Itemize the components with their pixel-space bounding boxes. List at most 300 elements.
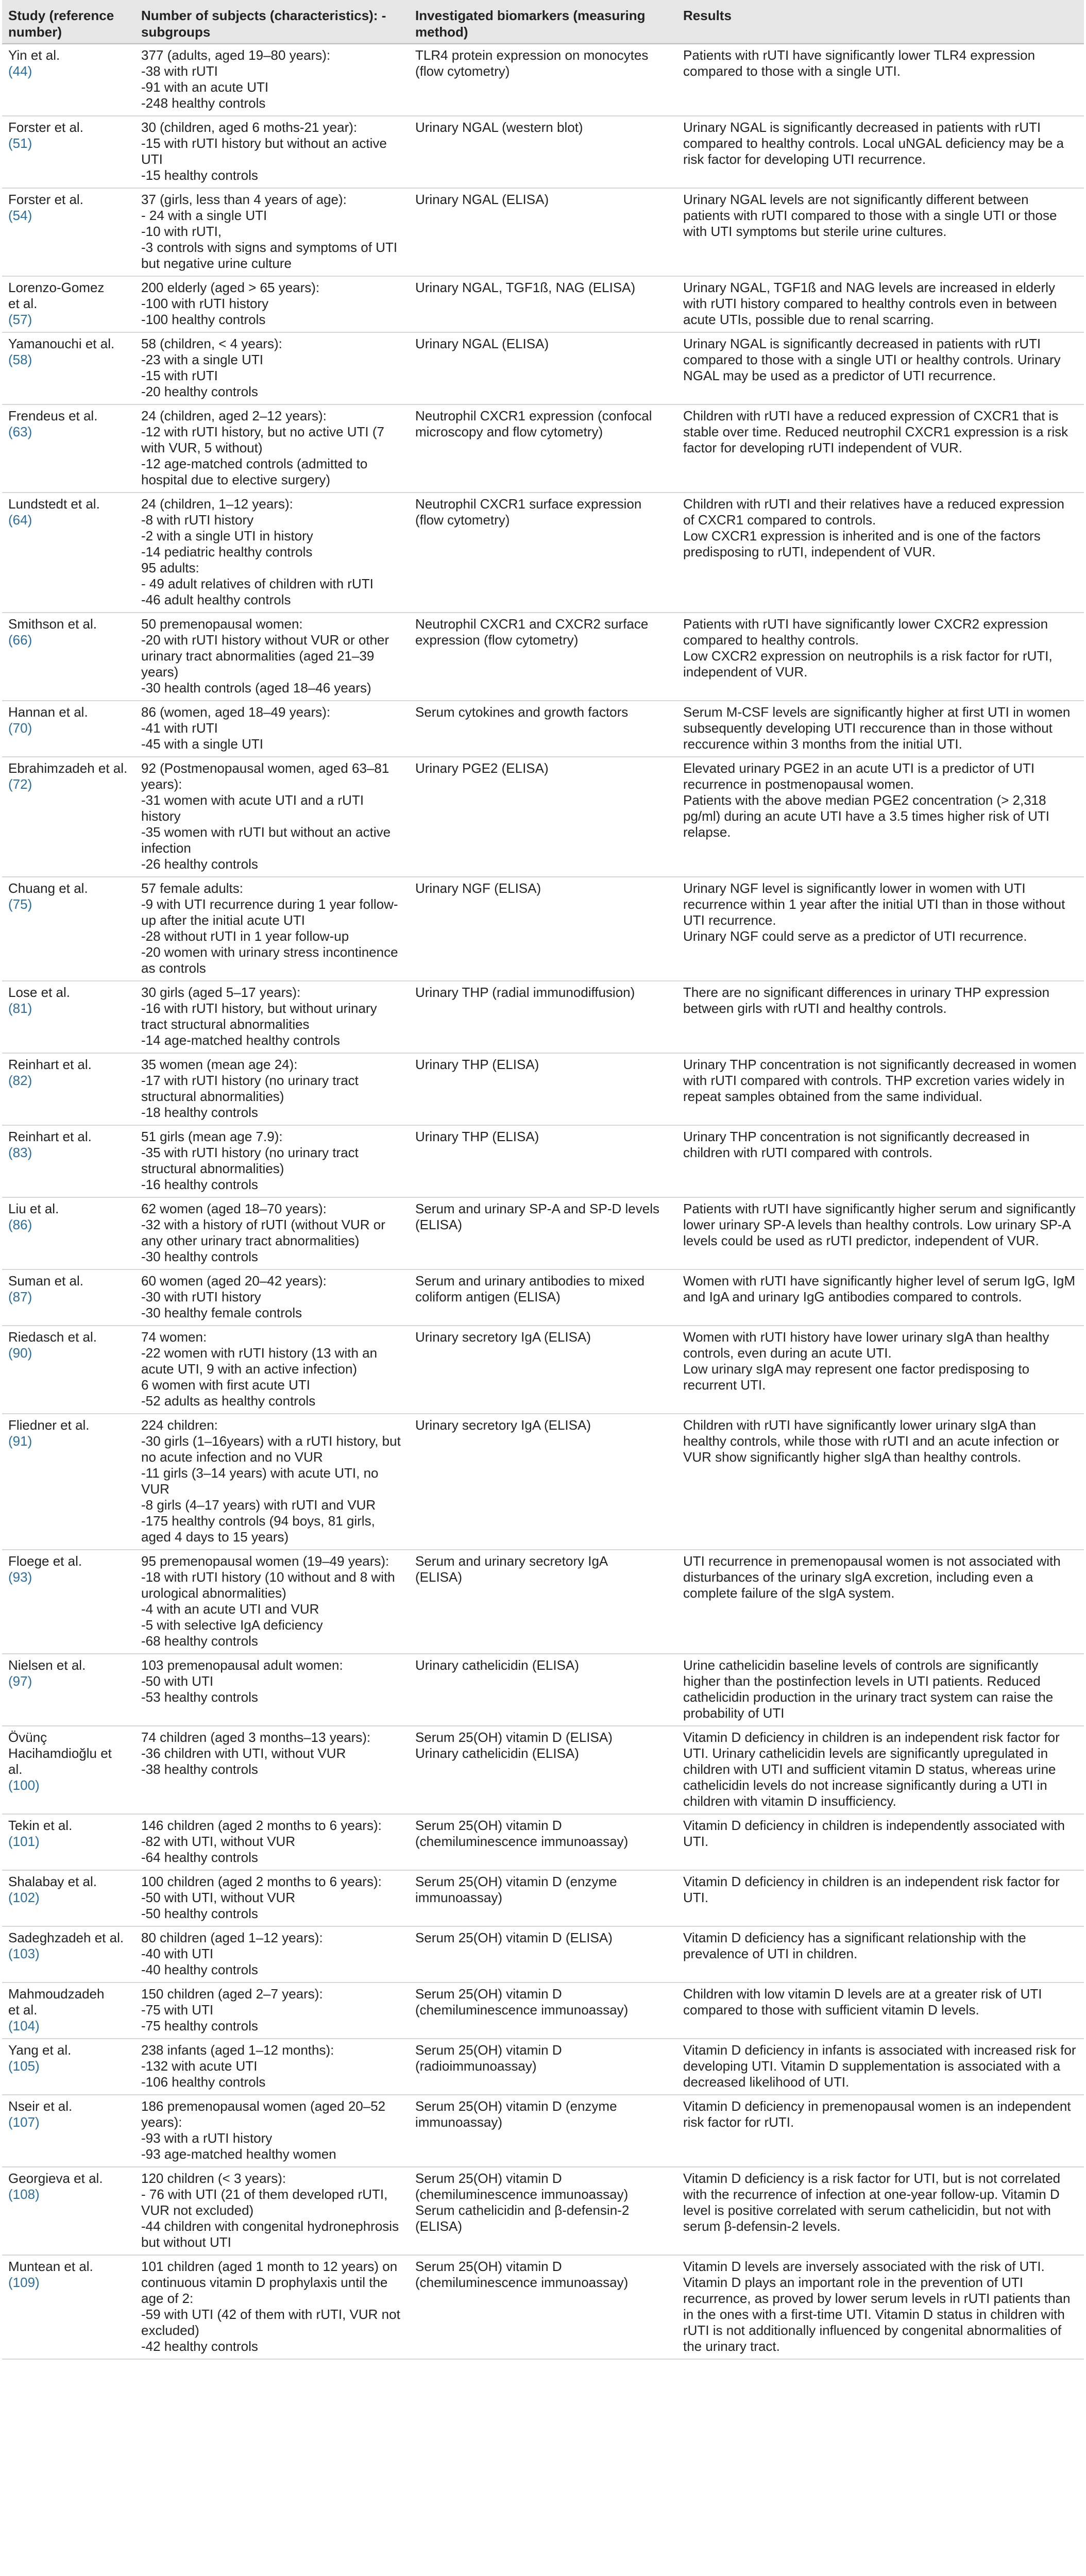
table-row [2,1269,1084,1326]
cell-study [2,116,135,188]
cell-subjects-line: -32 with a history of rUTI (without VUR or any other urinary tract abnormalities) [141,1217,385,1248]
cell-results-line: Children with rUTI and their relatives have a reduced expression of CXCR1 compared to controls. [683,496,1064,528]
cell-study [2,1125,135,1197]
cell-results-line: Vitamin D deficiency in infants is associated with increased risk for developing UTI. Vitamin D supplementation is associated with a decreased likelihood of UTI. [683,2042,1076,2090]
cell-biomarkers [409,1326,677,1414]
cell-subjects [135,1414,409,1550]
cell-subjects-line: 80 children (aged 1–12 years): [141,1930,323,1945]
cell-results [677,613,1084,701]
cell-biomarkers [409,1654,677,1726]
cell-subjects [135,757,409,877]
cell-results [677,493,1084,613]
reference-number-link[interactable]: (70) [8,720,32,736]
cell-subjects [135,44,409,116]
cell-biomarkers-line: Urinary cathelicidin (ELISA) [415,1745,579,1761]
cell-subjects-line: -30 healthy female controls [141,1305,302,1320]
cell-study-line: Suman et al. [8,1273,83,1289]
cell-study-line: Frendeus et al. [8,408,98,423]
cell-results-line: Urinary NGAL, TGF1ß and NAG levels are increased in elderly with rUTI history compared to healthy controls even in between acute UTIs, possible due to renal scarring. [683,280,1057,327]
cell-subjects-line: 377 (adults, aged 19–80 years): [141,47,331,63]
cell-biomarkers [409,2167,677,2255]
cell-subjects-line: -42 healthy controls [141,2338,258,2354]
reference-number-link[interactable]: (51) [8,135,32,151]
cell-results-line: UTI recurrence in premenopausal women is not associated with disturbances of the urinary sIgA excretion, including even a complete failure of the sIgA system. [683,1553,1061,1601]
reference-number-link[interactable]: (104) [8,2018,40,2033]
cell-subjects-line: -16 with rUTI history, but without urinary tract structural abnormalities [141,1001,377,1032]
cell-biomarkers [409,404,677,493]
cell-subjects-line: -20 healthy controls [141,384,258,399]
cell-subjects-line: -68 healthy controls [141,1633,258,1649]
cell-study [2,1053,135,1125]
cell-study [2,2039,135,2095]
cell-subjects-line: -100 with rUTI history [141,296,269,311]
header-study: Study (reference number) [2,0,135,44]
header-row [2,0,1084,44]
cell-subjects-line: -41 with rUTI [141,720,218,736]
cell-results [677,116,1084,188]
cell-subjects-line: -75 with UTI [141,2002,214,2018]
cell-biomarkers-line: Serum 25(OH) vitamin D (chemiluminescence immunoassay) [415,1818,629,1849]
cell-study-line: Mahmoudzadeh [8,1986,105,2002]
reference-number-link[interactable]: (86) [8,1217,32,1232]
cell-study [2,757,135,877]
cell-study [2,2255,135,2359]
reference-number-link[interactable]: (87) [8,1289,32,1304]
cell-biomarkers-line: Urinary THP (ELISA) [415,1129,539,1144]
cell-subjects-line: 103 premenopausal adult women: [141,1657,343,1673]
cell-biomarkers-line: Serum 25(OH) vitamin D (radioimmunoassay) [415,2042,562,2074]
cell-results-line: Vitamin D deficiency in premenopausal women is an independent risk factor for rUTI. [683,2098,1071,2130]
cell-subjects-line: 92 (Postmenopausal women, aged 63–81 years): [141,760,389,792]
cell-subjects-line: -82 with UTI, without VUR [141,1834,296,1849]
cell-subjects-line: -64 healthy controls [141,1850,258,1865]
cell-subjects-line: -8 girls (4–17 years) with rUTI and VUR [141,1497,376,1513]
cell-subjects-line: -91 with an acute UTI [141,79,269,95]
cell-biomarkers-line: Serum cathelicidin and β-defensin-2 (ELISA) [415,2202,630,2234]
cell-biomarkers-line: Urinary THP (radial immunodiffusion) [415,985,635,1000]
cell-subjects-line: -106 healthy controls [141,2074,266,2090]
cell-subjects [135,1814,409,1870]
cell-study-line: Tekin et al. [8,1818,73,1833]
reference-number-link[interactable]: (54) [8,208,32,223]
cell-subjects-line: -20 women with urinary stress incontinence as controls [141,944,398,976]
cell-subjects-line: -38 healthy controls [141,1761,258,1777]
cell-subjects-line: 30 (children, aged 6 moths-21 year): [141,120,358,135]
cell-subjects-line: 60 women (aged 20–42 years): [141,1273,327,1289]
cell-subjects-line: - 24 with a single UTI [141,208,267,223]
table-row [2,981,1084,1053]
table-row [2,1654,1084,1726]
cell-results-line: Elevated urinary PGE2 in an acute UTI is a predictor of UTI recurrence in postmenopausal women. [683,760,1035,792]
cell-subjects [135,2095,409,2167]
cell-study [2,1269,135,1326]
cell-results-line: Urinary NGAL levels are not significantly different between patients with rUTI compared to those with a single UTI or those with UTI symptoms but sterile urine cultures. [683,192,1057,239]
cell-results [677,981,1084,1053]
cell-results [677,1197,1084,1269]
cell-results-line: Vitamin D deficiency in children is an independent risk factor for UTI. [683,1874,1060,1905]
cell-subjects-line: 101 children (aged 1 month to 12 years) on continuous vitamin D prophylaxis until the age of 2: [141,2259,398,2306]
cell-results [677,1053,1084,1125]
cell-subjects-line: 6 women with first acute UTI [141,1377,310,1393]
table-row [2,1926,1084,1982]
cell-results [677,701,1084,757]
reference-number-link[interactable]: (64) [8,512,32,528]
cell-study [2,1926,135,1982]
cell-subjects-line: -30 health controls (aged 18–46 years) [141,680,371,696]
header-subjects: Number of subjects (characteristics): -subgroups [135,0,409,44]
cell-subjects-line: 50 premenopausal women: [141,616,303,632]
reference-number-link[interactable]: (82) [8,1073,32,1088]
cell-results-line: Children with rUTI have significantly lower urinary sIgA than healthy controls, while those with rUTI and an acute infection or VUR show significantly higher sIgA than healthy controls. [683,1417,1059,1465]
table-row [2,2255,1084,2359]
cell-results [677,1982,1084,2039]
cell-biomarkers-line: Neutrophil CXCR1 and CXCR2 surface expression (flow cytometry) [415,616,649,648]
cell-results-line: Women with rUTI have significantly higher level of serum IgG, IgM and IgA and urinary IgG antibodies compared to controls. [683,1273,1076,1304]
cell-subjects-line: -40 with UTI [141,1946,214,1961]
cell-subjects-line: -22 women with rUTI history (13 with an acute UTI, 9 with an active infection) [141,1345,378,1377]
cell-results-line: Vitamin D deficiency in children is an independent risk factor for UTI. Urinary cathelicidin levels are significantly upregulated in children with UTI and sufficient vitamin D status, whereas urine cathelicidin levels do not increase significantly during a UTI in children with vitamin D insufficiency. [683,1730,1060,1809]
cell-subjects-line: -10 with rUTI, [141,224,222,239]
cell-subjects-line: 200 elderly (aged > 65 years): [141,280,320,295]
cell-subjects-line: -18 with rUTI history (10 without and 8 with urological abnormalities) [141,1569,395,1601]
cell-study [2,276,135,332]
cell-biomarkers [409,2095,677,2167]
cell-subjects-line: -12 with rUTI history, but no active UTI (7 with VUR, 5 without) [141,424,384,455]
cell-biomarkers [409,701,677,757]
cell-subjects-line: -35 women with rUTI but without an active infection [141,824,391,856]
cell-biomarkers [409,1982,677,2039]
cell-biomarkers-line: Serum and urinary antibodies to mixed coliform antigen (ELISA) [415,1273,645,1304]
reference-number-link[interactable]: (101) [8,1834,40,1849]
cell-study-line: Lose et al. [8,985,70,1000]
cell-subjects-line: 95 adults: [141,560,199,575]
table-row [2,1726,1084,1814]
cell-study [2,44,135,116]
cell-results-line: Vitamin D deficiency has a significant relationship with the prevalence of UTI in children. [683,1930,1026,1961]
cell-results [677,1326,1084,1414]
cell-subjects-line: -38 with rUTI [141,63,218,79]
cell-biomarkers [409,981,677,1053]
cell-study-line: Övünç [8,1730,47,1745]
table-row [2,757,1084,877]
cell-subjects [135,1654,409,1726]
cell-study [2,404,135,493]
cell-subjects-line: -132 with acute UTI [141,2058,258,2074]
cell-subjects-line: -44 children with congenital hydronephrosis but without UTI [141,2218,399,2250]
cell-biomarkers-line: Urinary NGAL (ELISA) [415,336,549,351]
cell-subjects-line: 120 children (< 3 years): [141,2171,286,2186]
cell-biomarkers-line: Urinary cathelicidin (ELISA) [415,1657,579,1673]
cell-subjects-line: 57 female adults: [141,880,244,896]
cell-subjects-line: 95 premenopausal women (19–49 years): [141,1553,389,1569]
cell-study-line: Sadeghzadeh et al. [8,1930,124,1945]
cell-subjects-line: -175 healthy controls (94 boys, 81 girls, aged 4 days to 15 years) [141,1513,375,1545]
cell-study [2,1326,135,1414]
cell-study [2,613,135,701]
table-row [2,613,1084,701]
cell-biomarkers [409,1053,677,1125]
cell-results [677,2095,1084,2167]
cell-subjects-line: -50 with UTI [141,1673,214,1689]
cell-results [677,1125,1084,1197]
table-row [2,493,1084,613]
cell-biomarkers [409,276,677,332]
cell-study [2,332,135,404]
cell-biomarkers-line: Urinary secretory IgA (ELISA) [415,1417,591,1433]
cell-results-line: Urinary NGAL is significantly decreased in patients with rUTI compared to healthy controls. Local uNGAL deficiency may be a risk factor for developing UTI recurrence. [683,120,1064,167]
cell-study-line: Yin et al. [8,47,60,63]
biomarker-studies-table [2,0,1084,2360]
cell-subjects-line: 150 children (aged 2–7 years): [141,1986,323,2002]
cell-study [2,981,135,1053]
header-results: Results [677,0,1084,44]
cell-study-line: Georgieva et al. [8,2171,103,2186]
cell-biomarkers [409,1726,677,1814]
cell-subjects [135,613,409,701]
cell-subjects-line: - 76 with UTI (21 of them developed rUTI, VUR not excluded) [141,2187,388,2218]
table-row [2,1870,1084,1926]
cell-biomarkers-line: Neutrophil CXCR1 expression (confocal microscopy and flow cytometry) [415,408,652,439]
cell-subjects-line: 74 women: [141,1329,207,1345]
table-body [2,44,1084,2359]
cell-biomarkers [409,1550,677,1654]
cell-subjects-line: -4 with an acute UTI and VUR [141,1601,319,1617]
cell-biomarkers-line: Serum 25(OH) vitamin D (enzyme immunoassay) [415,1874,617,1905]
cell-study [2,1414,135,1550]
cell-subjects-line: -28 without rUTI in 1 year follow-up [141,928,349,944]
cell-subjects-line: -18 healthy controls [141,1105,258,1120]
cell-biomarkers-line: Urinary secretory IgA (ELISA) [415,1329,591,1345]
cell-biomarkers [409,1926,677,1982]
cell-subjects-line: -3 controls with signs and symptoms of UTI but negative urine culture [141,240,398,271]
cell-biomarkers-line: Urinary PGE2 (ELISA) [415,760,549,776]
reference-number-link[interactable]: (93) [8,1569,32,1585]
cell-results-line: Urinary NGAL is significantly decreased in patients with rUTI compared to those with a single UTI or healthy controls. Urinary NGAL may be used as a predictor of UTI recurrence. [683,336,1061,383]
cell-subjects-line: 58 (children, < 4 years): [141,336,282,351]
cell-biomarkers [409,1414,677,1550]
cell-subjects-line: 100 children (aged 2 months to 6 years): [141,1874,382,1889]
reference-number-link[interactable]: (63) [8,424,32,439]
cell-results-line: Patients with rUTI have significantly higher serum and significantly lower urinary SP-A levels than healthy controls. Low urinary SP-A levels could be used as rUTI predictor, independent of VUR. [683,1201,1076,1248]
cell-subjects-line: -30 girls (1–16years) with a rUTI history, but no acute infection and no VUR [141,1433,401,1465]
cell-subjects [135,1550,409,1654]
cell-study-line: Forster et al. [8,192,83,207]
cell-subjects-line: -248 healthy controls [141,95,266,111]
cell-results [677,1870,1084,1926]
cell-subjects-line: 186 premenopausal women (aged 20–52 years): [141,2098,386,2130]
cell-study-line: Reinhart et al. [8,1129,92,1144]
cell-study [2,1654,135,1726]
cell-biomarkers [409,116,677,188]
table-row [2,877,1084,981]
cell-results-line: Children with rUTI have a reduced expression of CXCR1 that is stable over time. Reduced neutrophil CXCR1 expression is a risk factor for developing rUTI independent of VUR. [683,408,1068,455]
cell-biomarkers-line: Serum cytokines and growth factors [415,704,629,720]
cell-subjects-line: -23 with a single UTI [141,352,263,367]
cell-biomarkers [409,332,677,404]
cell-subjects-line: 37 (girls, less than 4 years of age): [141,192,347,207]
cell-subjects-line: -52 adults as healthy controls [141,1393,316,1409]
cell-study-line: Reinhart et al. [8,1057,92,1072]
cell-subjects-line: -40 healthy controls [141,1962,258,1977]
cell-results-line: Low CXCR1 expression is inherited and is one of the factors predisposing to rUTI, independent of VUR. [683,528,1041,560]
cell-study [2,1814,135,1870]
cell-study [2,2167,135,2255]
cell-subjects [135,1982,409,2039]
reference-number-link[interactable]: (44) [8,63,32,79]
table-row [2,44,1084,116]
cell-subjects-line: 35 women (mean age 24): [141,1057,298,1072]
cell-results-line: Patients with rUTI have significantly lower TLR4 expression compared to those with a single UTI. [683,47,1036,79]
table-row [2,1197,1084,1269]
cell-study-line: Fliedner et al. [8,1417,90,1433]
cell-study-line: Nseir et al. [8,2098,73,2114]
cell-subjects-line: -30 healthy controls [141,1249,258,1264]
cell-subjects-line: -2 with a single UTI in history [141,528,313,544]
biomarker-studies-table-container [2,0,1084,2360]
cell-results [677,2167,1084,2255]
cell-subjects-line: -46 adult healthy controls [141,592,291,607]
reference-number-link[interactable]: (108) [8,2187,40,2202]
cell-results [677,1550,1084,1654]
cell-study-line: et al. [8,296,38,311]
cell-subjects-line: -45 with a single UTI [141,736,263,752]
cell-subjects-line: -16 healthy controls [141,1177,258,1192]
cell-biomarkers [409,188,677,276]
cell-biomarkers-line: Urinary NGF (ELISA) [415,880,541,896]
reference-number-link[interactable]: (107) [8,2114,40,2130]
cell-results [677,188,1084,276]
cell-biomarkers-line: Serum and urinary SP-A and SP-D levels (ELISA) [415,1201,659,1232]
cell-biomarkers-line: Urinary NGAL, TGF1ß, NAG (ELISA) [415,280,636,295]
cell-biomarkers [409,2039,677,2095]
reference-number-link[interactable]: (109) [8,2275,40,2290]
cell-subjects-line: 224 children: [141,1417,218,1433]
cell-subjects-line: -93 with a rUTI history [141,2130,273,2146]
cell-biomarkers-line: TLR4 protein expression on monocytes (flow cytometry) [415,47,649,79]
cell-subjects [135,188,409,276]
cell-biomarkers-line: Serum 25(OH) vitamin D (ELISA) [415,1930,613,1945]
cell-subjects [135,701,409,757]
cell-biomarkers [409,1125,677,1197]
cell-results-line: Patients with rUTI have significantly lower CXCR2 expression compared to healthy controls. [683,616,1048,648]
cell-subjects-line: -35 with rUTI history (no urinary tract structural abnormalities) [141,1145,359,1176]
cell-study [2,701,135,757]
table-row [2,1326,1084,1414]
cell-subjects-line: -36 children with UTI, without VUR [141,1745,346,1761]
table-row [2,276,1084,332]
cell-biomarkers-line: Serum and urinary secretory IgA [415,1553,608,1569]
cell-subjects-line: 238 infants (aged 1–12 months): [141,2042,334,2058]
cell-subjects-line: -8 with rUTI history [141,512,254,528]
cell-results [677,757,1084,877]
reference-number-link[interactable]: (75) [8,896,32,912]
reference-number-link[interactable]: (66) [8,632,32,648]
cell-subjects-line: -20 with rUTI history without VUR or other urinary tract abnormalities (aged 21–39 years) [141,632,389,680]
cell-study-line: Nielsen et al. [8,1657,86,1673]
cell-results [677,44,1084,116]
cell-study-line: Forster et al. [8,120,83,135]
cell-subjects [135,2167,409,2255]
cell-results-line: Urine cathelicidin baseline levels of controls are significantly higher than the postinfection levels in UTI patients. Reduced cathelicidin production in the urinary tract system can raise the probability of UTI [683,1657,1054,1721]
table-row [2,404,1084,493]
reference-number-link[interactable]: (91) [8,1433,32,1449]
cell-biomarkers-line: Serum 25(OH) vitamin D (chemiluminescence immunoassay) [415,2259,629,2290]
cell-results-line: Urinary NGF could serve as a predictor of UTI recurrence. [683,928,1027,944]
table-row [2,1125,1084,1197]
cell-biomarkers [409,1814,677,1870]
cell-biomarkers [409,2255,677,2359]
reference-number-link[interactable]: (97) [8,1673,32,1689]
cell-results [677,1414,1084,1550]
cell-subjects-line: -26 healthy controls [141,856,258,872]
table-row [2,116,1084,188]
cell-study-line: Yamanouchi et al. [8,336,115,351]
cell-study-line: Lorenzo-Gomez [8,280,105,295]
cell-subjects-line: 74 children (aged 3 months–13 years): [141,1730,371,1745]
cell-results-line: Vitamin D levels are inversely associated with the risk of UTI. Vitamin D plays an important role in the prevention of UTI recurrence, as proved by lower serum levels in rUTI patients than in the ones with a first-time UTI. Vitamin D status in children with rUTI is not additionally influenced by congenital abnormalities of the urinary tract. [683,2259,1071,2354]
cell-results-line: Women with rUTI history have lower urinary sIgA than healthy controls, even during an acute UTI. [683,1329,1049,1361]
cell-biomarkers-line: Urinary THP (ELISA) [415,1057,539,1072]
cell-subjects [135,116,409,188]
cell-subjects [135,1053,409,1125]
cell-biomarkers-line: Serum 25(OH) vitamin D (chemiluminescence immunoassay) [415,2171,629,2202]
cell-subjects-line: -93 age-matched healthy women [141,2146,336,2162]
reference-number-link[interactable]: (105) [8,2058,40,2074]
cell-subjects [135,1269,409,1326]
cell-subjects-line: -50 with UTI, without VUR [141,1890,296,1905]
reference-number-link[interactable]: (100) [8,1777,40,1793]
cell-subjects [135,404,409,493]
reference-number-link[interactable]: (103) [8,1946,40,1961]
cell-subjects-line: -50 healthy controls [141,1906,258,1921]
cell-results [677,877,1084,981]
table-row [2,188,1084,276]
reference-number-link[interactable]: (81) [8,1001,32,1016]
reference-number-link[interactable]: (72) [8,776,32,792]
reference-number-link[interactable]: (90) [8,1345,32,1361]
reference-number-link[interactable]: (58) [8,352,32,367]
cell-subjects-line: -15 healthy controls [141,167,258,183]
reference-number-link[interactable]: (83) [8,1145,32,1160]
cell-study-line: Liu et al. [8,1201,59,1216]
cell-subjects [135,332,409,404]
cell-results-line: Serum M-CSF levels are significantly higher at first UTI in women subsequently developing UTI reccurence than in those without reccurence within 3 months from the initial UTI. [683,704,1071,752]
cell-biomarkers-line: Serum 25(OH) vitamin D (ELISA) [415,1730,613,1745]
reference-number-link[interactable]: (102) [8,1890,40,1905]
cell-subjects [135,276,409,332]
cell-subjects-line: -15 with rUTI [141,368,218,383]
cell-results-line: Urinary THP concentration is not significantly decreased in children with rUTI compared with controls. [683,1129,1030,1160]
cell-subjects-line: 62 women (aged 18–70 years): [141,1201,327,1216]
table-header [2,0,1084,44]
table-row [2,1982,1084,2039]
cell-biomarkers [409,613,677,701]
cell-subjects-line: -14 age-matched healthy controls [141,1032,340,1048]
cell-study [2,1197,135,1269]
cell-biomarkers [409,877,677,981]
cell-subjects-line: -75 healthy controls [141,2018,258,2033]
cell-biomarkers [409,1269,677,1326]
cell-results [677,332,1084,404]
cell-results-line: Low CXCR2 expression on neutrophils is a risk factor for rUTI, independent of VUR. [683,648,1053,680]
cell-study-line: Chuang et al. [8,880,88,896]
cell-results-line: Low urinary sIgA may represent one factor predisposing to recurrent UTI. [683,1361,1030,1393]
reference-number-link[interactable]: (57) [8,312,32,327]
cell-biomarkers-line: Urinary NGAL (ELISA) [415,192,549,207]
cell-study-line: al. [8,1761,23,1777]
cell-results [677,1654,1084,1726]
cell-subjects-line: -17 with rUTI history (no urinary tract structural abnormalities) [141,1073,359,1104]
